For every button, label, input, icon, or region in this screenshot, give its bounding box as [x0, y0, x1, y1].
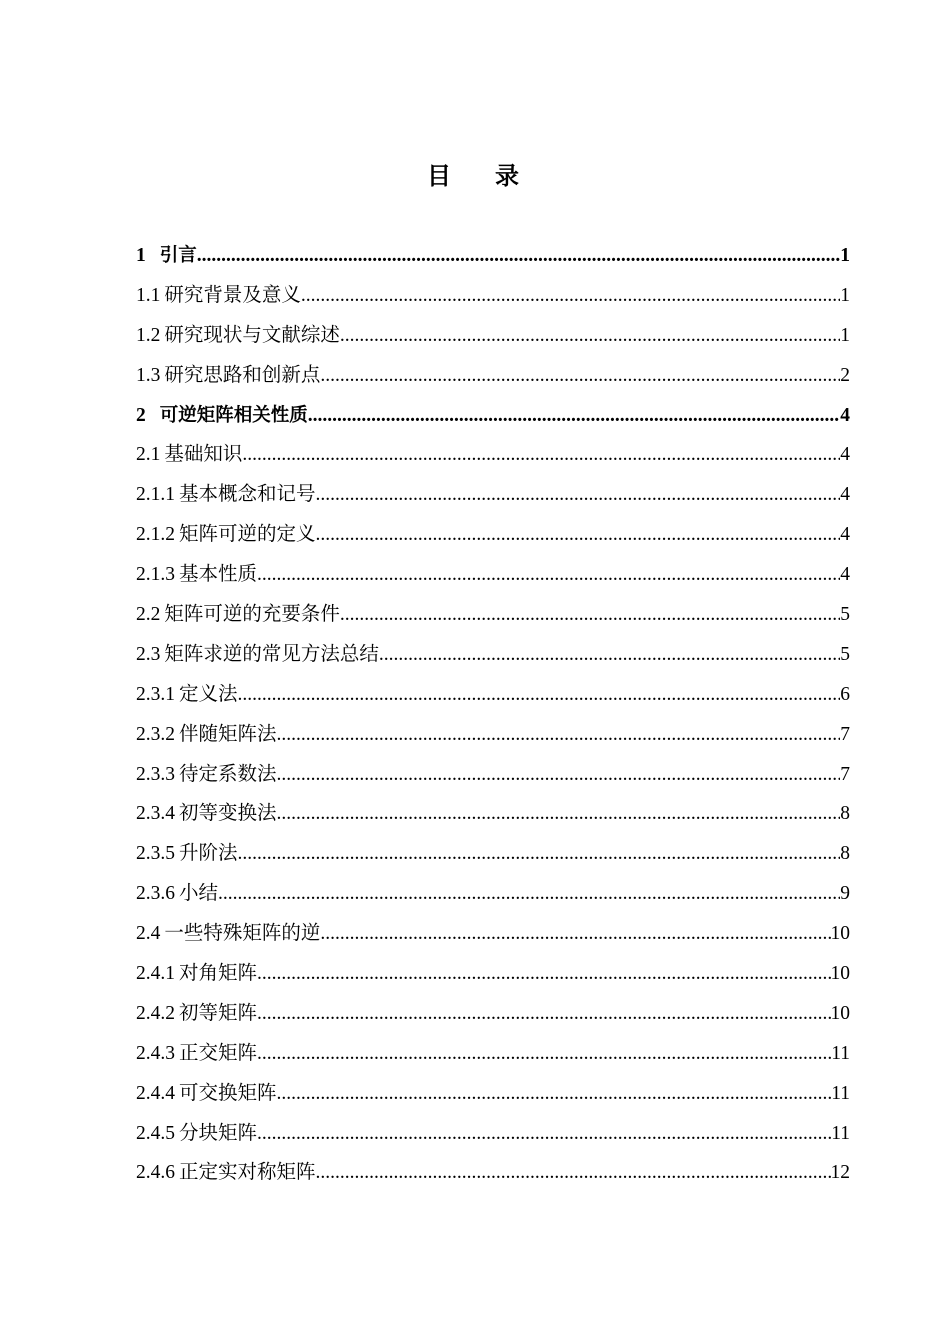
toc-entry[interactable] — [136, 475, 850, 515]
toc-entry-label: 基础知识 — [164, 444, 243, 466]
toc-entry-page-number: 4 — [840, 524, 850, 546]
toc-entry-label: 可交换矩阵 — [179, 1082, 277, 1104]
toc-entry[interactable] — [136, 555, 850, 595]
toc-dot-leader — [257, 555, 840, 595]
toc-entry-label: 对角矩阵 — [179, 963, 258, 985]
toc-entry[interactable] — [136, 954, 850, 994]
toc-entry[interactable] — [136, 1074, 850, 1114]
toc-dot-leader — [320, 914, 830, 954]
toc-dot-leader — [257, 994, 830, 1034]
toc-entry-label: 待定系数法 — [179, 763, 277, 785]
toc-entry-number: 2.4.3 — [136, 1042, 175, 1064]
toc-dot-leader — [238, 834, 841, 874]
toc-entry[interactable] — [136, 316, 850, 356]
toc-entry-page-number: 4 — [840, 564, 850, 586]
toc-entry-number: 2.3 — [136, 643, 161, 665]
toc-dot-leader — [277, 715, 841, 755]
toc-entry-number: 2.1.2 — [136, 524, 175, 546]
toc-dot-leader — [379, 635, 840, 675]
toc-entry-page-number: 10 — [830, 923, 850, 945]
toc-entry-page-number: 4 — [840, 404, 850, 426]
toc-entry-page-number: 10 — [830, 1002, 850, 1024]
toc-entry-label: 一些特殊矩阵的逆 — [164, 923, 321, 945]
toc-entry-number: 1.2 — [136, 324, 161, 346]
toc-entry-number: 1.1 — [136, 284, 161, 306]
toc-entry[interactable] — [136, 755, 850, 795]
toc-entry-number: 2.4.1 — [136, 963, 175, 985]
toc-dot-leader — [301, 276, 840, 316]
toc-entry-page-number: 11 — [831, 1082, 850, 1104]
toc-entry-label: 伴随矩阵法 — [179, 723, 277, 745]
toc-entry-label: 矩阵求逆的常见方法总结 — [164, 643, 379, 665]
toc-dot-leader — [277, 1074, 832, 1114]
toc-entry-number: 2.3.5 — [136, 843, 175, 865]
toc-entry[interactable] — [136, 1114, 850, 1154]
toc-entry-label: 引言 — [159, 245, 197, 266]
toc-entry-label: 可逆矩阵相关性质 — [159, 404, 308, 426]
toc-dot-leader — [197, 236, 840, 276]
toc-entry-number: 1.3 — [136, 364, 161, 386]
toc-title: 目录 — [427, 162, 563, 190]
toc-entry-label: 研究背景及意义 — [164, 284, 301, 306]
toc-entry-number: 2.3.1 — [136, 683, 175, 705]
toc-entry[interactable] — [136, 874, 850, 914]
toc-dot-leader — [316, 475, 841, 515]
toc-dot-leader — [308, 396, 840, 436]
toc-entry-number: 2.4.5 — [136, 1122, 175, 1144]
toc-entry-label: 初等矩阵 — [179, 1002, 258, 1024]
toc-entry-page-number: 1 — [840, 324, 850, 346]
toc-entry-label: 矩阵可逆的定义 — [179, 524, 316, 546]
toc-entry-page-number: 4 — [840, 484, 850, 506]
toc-entry-label: 升阶法 — [179, 843, 238, 865]
toc-entry[interactable] — [136, 994, 850, 1034]
toc-entry-number: 2.3.4 — [136, 803, 175, 825]
toc-entry-label: 初等变换法 — [179, 803, 277, 825]
toc-entry-page-number: 11 — [831, 1122, 850, 1144]
toc-entry[interactable] — [136, 396, 850, 436]
toc-entry-number: 2.1.3 — [136, 564, 175, 586]
toc-dot-leader — [238, 675, 841, 715]
toc-entry[interactable] — [136, 236, 850, 276]
toc-dot-leader — [277, 794, 841, 834]
toc-entry-number: 2 — [136, 404, 146, 426]
toc-entry-label: 基本概念和记号 — [179, 484, 316, 506]
toc-entry-page-number: 8 — [840, 843, 850, 865]
toc-dot-leader — [257, 1114, 831, 1154]
toc-entry-number: 2.2 — [136, 604, 161, 626]
toc-entry-label: 矩阵可逆的充要条件 — [164, 604, 340, 626]
toc-entry-number: 2.4 — [136, 923, 161, 945]
toc-entry-number: 2.1 — [136, 444, 161, 466]
toc-entry-label: 小结 — [179, 883, 219, 905]
toc-entry-label: 基本性质 — [179, 564, 258, 586]
toc-dot-leader — [218, 874, 840, 914]
toc-entry-page-number: 7 — [840, 763, 850, 785]
toc-entry-number: 2.1.1 — [136, 484, 175, 506]
toc-entry-number: 2.4.2 — [136, 1002, 175, 1024]
toc-dot-leader — [316, 515, 841, 555]
toc-entry-label: 研究思路和创新点 — [164, 364, 321, 386]
toc-entry-page-number: 11 — [831, 1042, 850, 1064]
toc-entry-page-number: 9 — [840, 883, 850, 905]
toc-entry-page-number: 8 — [840, 803, 850, 825]
toc-entry[interactable] — [136, 675, 850, 715]
toc-entry-number: 2.3.6 — [136, 883, 175, 905]
toc-entry-page-number: 5 — [840, 604, 850, 626]
toc-entry-label: 正定实对称矩阵 — [179, 1162, 316, 1184]
toc-entry[interactable] — [136, 914, 850, 954]
toc-entry-number: 2.4.4 — [136, 1082, 175, 1104]
toc-dot-leader — [320, 356, 840, 396]
toc-entry-page-number: 12 — [830, 1162, 850, 1184]
toc-entry[interactable] — [136, 276, 850, 316]
toc-entry[interactable] — [136, 356, 850, 396]
toc-dot-leader — [242, 435, 840, 475]
toc-entry-label: 研究现状与文献综述 — [164, 324, 340, 346]
toc-entry-page-number: 6 — [840, 683, 850, 705]
toc-entry-page-number: 5 — [840, 643, 850, 665]
toc-entry-page-number: 1 — [840, 245, 850, 266]
toc-entry[interactable] — [136, 1153, 850, 1193]
toc-entry-page-number: 10 — [830, 963, 850, 985]
toc-dot-leader — [340, 316, 840, 356]
toc-entry-number: 1 — [136, 245, 146, 266]
toc-dot-leader — [316, 1153, 831, 1193]
toc-entry[interactable] — [136, 515, 850, 555]
toc-entry[interactable] — [136, 794, 850, 834]
toc-entry[interactable] — [136, 834, 850, 874]
toc-dot-leader — [257, 954, 830, 994]
toc-dot-leader — [340, 595, 840, 635]
toc-list — [136, 236, 850, 1193]
toc-entry-number: 2.4.6 — [136, 1162, 175, 1184]
toc-entry[interactable] — [136, 595, 850, 635]
toc-entry-page-number: 2 — [840, 364, 850, 386]
toc-dot-leader — [277, 755, 841, 795]
toc-entry[interactable] — [136, 635, 850, 675]
toc-entry-number: 2.3.3 — [136, 763, 175, 785]
toc-entry-page-number: 1 — [840, 284, 850, 306]
toc-entry[interactable] — [136, 715, 850, 755]
toc-entry[interactable] — [136, 435, 850, 475]
toc-entry-page-number: 7 — [840, 723, 850, 745]
toc-entry[interactable] — [136, 1034, 850, 1074]
toc-dot-leader — [257, 1034, 831, 1074]
toc-entry-label: 正交矩阵 — [179, 1042, 258, 1064]
toc-entry-label: 分块矩阵 — [179, 1122, 258, 1144]
toc-entry-label: 定义法 — [179, 683, 238, 705]
toc-entry-number: 2.3.2 — [136, 723, 175, 745]
toc-entry-page-number: 4 — [840, 444, 850, 466]
